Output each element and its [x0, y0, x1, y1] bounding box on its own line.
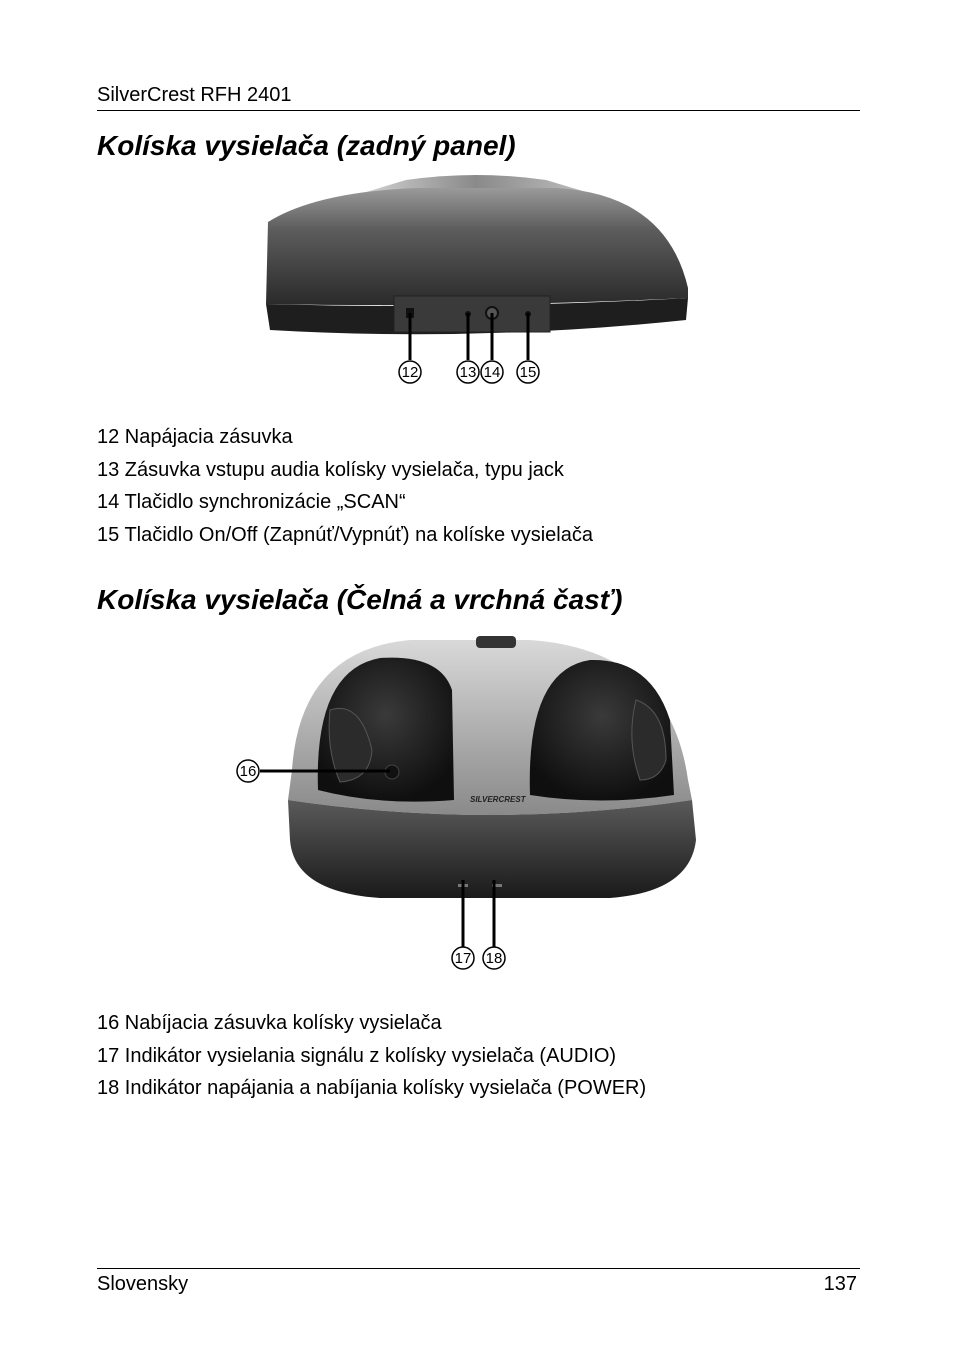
header-rule — [97, 110, 860, 111]
callout-18: 18 — [485, 950, 503, 967]
callout-15: 15 — [519, 364, 537, 381]
footer-rule — [97, 1268, 860, 1269]
brand-logo: SILVERCREST — [470, 795, 526, 804]
list-item: 16 Nabíjacia zásuvka kolísky vysielača — [97, 1012, 442, 1034]
callout-16: 16 — [239, 763, 257, 780]
callout-12: 12 — [401, 364, 419, 381]
page-number: 137 — [823, 1273, 857, 1295]
list-item: 14 Tlačidlo synchronizácie „SCAN“ — [97, 491, 406, 514]
front-top-figure — [230, 630, 700, 975]
callout-14: 14 — [483, 364, 501, 381]
header-title: SilverCrest RFH 2401 — [97, 84, 292, 106]
section1-list — [97, 424, 593, 555]
section2-heading: Kolíska vysielača (Čelná a vrchná časť) — [97, 584, 623, 615]
section1-heading: Kolíska vysielača (zadný panel) — [97, 130, 516, 161]
list-item: 15 Tlačidlo On/Off (Zapnúť/Vypnúť) na kolíske vysielača — [97, 524, 593, 547]
list-item: 12 Napájacia zásuvka — [97, 426, 293, 448]
callout-17: 17 — [454, 950, 472, 967]
section2-list — [97, 1010, 646, 1108]
rear-panel-figure — [256, 170, 698, 392]
list-item: 18 Indikátor napájania a nabíjania kolísky vysielača (POWER) — [97, 1077, 647, 1100]
callout-13: 13 — [459, 364, 477, 381]
list-item: 17 Indikátor vysielania signálu z kolísky vysielača (AUDIO) — [97, 1044, 617, 1067]
footer-language: Slovensky — [97, 1273, 189, 1295]
list-item: 13 Zásuvka vstupu audia kolísky vysielača, typu jack — [97, 458, 564, 481]
